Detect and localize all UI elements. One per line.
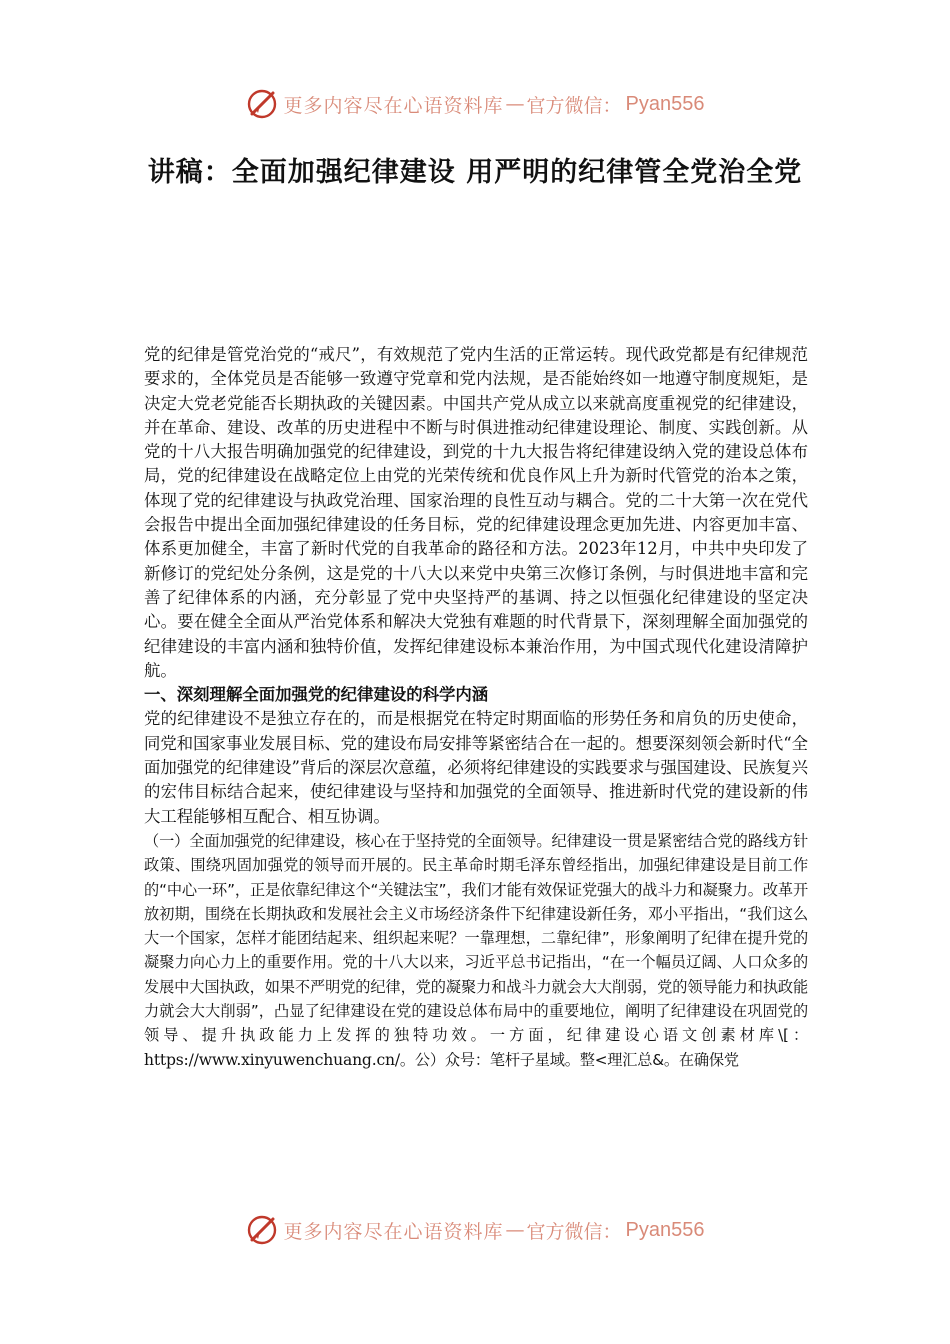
paragraph-subsection-1-text: （一）全面加强党的纪律建设，核心在于坚持党的全面领导。纪律建设一贯是紧密结合党的路线方针政策、围绕巩固加强党的领导而开展的。民主革命时期毛泽东曾经指出，加强纪律建设是目前工作的“中心一环”，正是依靠纪律这个“关键法宝”，我们才能有效保证党强大的战斗力和凝聚力。改革开放初期，围绕在长期执政和发展社会主义市场经济条件下纪律建设新任务，邓小平指出，“我们这么大一个国家，怎样才能团结起来、组织起来呢？一靠理想，二靠纪律”，形象阐明了纪律在提升党的凝聚力向心力上的重要作用。党的十八大以来，习近平总书记指出，“在一个幅员辽阔、人口众多的发展中大国执政，如果不严明党的纪律，党的凝聚力和战斗力就会大大削弱，党的领导能力和执政能力就会大大削弱”，凸显了纪律建设在党的建设总体布局中的重要地位，阐明了纪律建设在巩固党的领导、提升执政能力上发挥的独特功效。一方面，纪律建设心语文创素材库\[： — [144, 831, 808, 1045]
banner-wechat-id: Pyan556 — [625, 92, 705, 115]
banner-dash: — — [505, 1219, 525, 1241]
pen-logo-icon — [246, 1213, 280, 1247]
banner-wechat-label: 官方微信： — [526, 1220, 622, 1243]
source-url: https://www.xinyuwenchuang.cn/ — [144, 1050, 400, 1069]
pen-logo-icon — [246, 87, 280, 121]
document-title: 讲稿：全面加强纪律建设 用严明的纪律管全党治全党 — [147, 157, 803, 188]
paragraph-intro: 党的纪律是管党治党的“戒尺”，有效规范了党内生活的正常运转。现代政党都是有纪律规范要求的，全体党员是否能够一致遵守党章和党内法规，是否能始终如一地遵守制度规矩，是决定大党老党能否长期执政的关键因素。中国共产党从成立以来就高度重视党的纪律建设，并在革命、建设、改革的历史进程中不断与时俱进推动纪律建设理论、制度、实践创新。从党的十八大报告明确加强党的纪律建设，到党的十九大报告将纪律建设纳入党的建设总体布局，党的纪律建设在战略定位上由党的光荣传统和优良作风上升为新时代管党的治本之策，体现了党的纪律建设与执政党治理、国家治理的良性互动与耦合。党的二十大第一次在党代会报告中提出全面加强纪律建设的任务目标，党的纪律建设理念更加先进、内容更加丰富、体系更加健全，丰富了新时代党的自我革命的路径和方法。2023年12月，中共中央印发了新修订的党纪处分条例，这是党的十八大以来党中央第三次修订条例，与时俱进地丰富和完善了纪律体系的内涵，充分彰显了党中央坚持严的基调、持之以恒强化纪律建设的坚定决心。要在健全全面从严治党体系和解决大党独有难题的时代背景下，深刻理解全面加强党的纪律建设的丰富内涵和独特价值，发挥纪律建设标本兼治作用，为中国式现代化建设清障护航。 — [144, 345, 808, 680]
paragraph-section-1: 党的纪律建设不是独立存在的，而是根据党在特定时期面临的形势任务和肩负的历史使命，同党和国家事业发展目标、党的建设布局安排等紧密结合在一起的。想要深刻领会新时代“全面加强党的纪律建设”背后的深层次意蕴，必须将纪律建设的实践要求与强国建设、民族复兴的宏伟目标结合起来，使纪律建设与坚持和加强党的全面领导、推进新时代党的建设新的伟大工程能够相互配合、相互协调。 — [144, 709, 809, 826]
watermark-banner-top — [0, 84, 950, 124]
banner-dash: — — [505, 93, 525, 115]
watermark-banner-bottom — [0, 1210, 950, 1250]
banner-wechat-id: Pyan556 — [625, 1218, 705, 1241]
banner-text: 更多内容尽在心语资料库 — [283, 94, 504, 117]
document-body — [144, 343, 808, 1072]
banner-text: 更多内容尽在心语资料库 — [283, 1220, 504, 1243]
paragraph-subsection-1-tail: 。公）众号：笔杆子星域。整<理汇总&。在确保党 — [399, 1050, 739, 1069]
paragraph-subsection-1 — [144, 829, 808, 1072]
section-heading-1: 一、深刻理解全面加强党的纪律建设的科学内涵 — [144, 685, 489, 705]
banner-wechat-label: 官方微信： — [526, 94, 622, 117]
